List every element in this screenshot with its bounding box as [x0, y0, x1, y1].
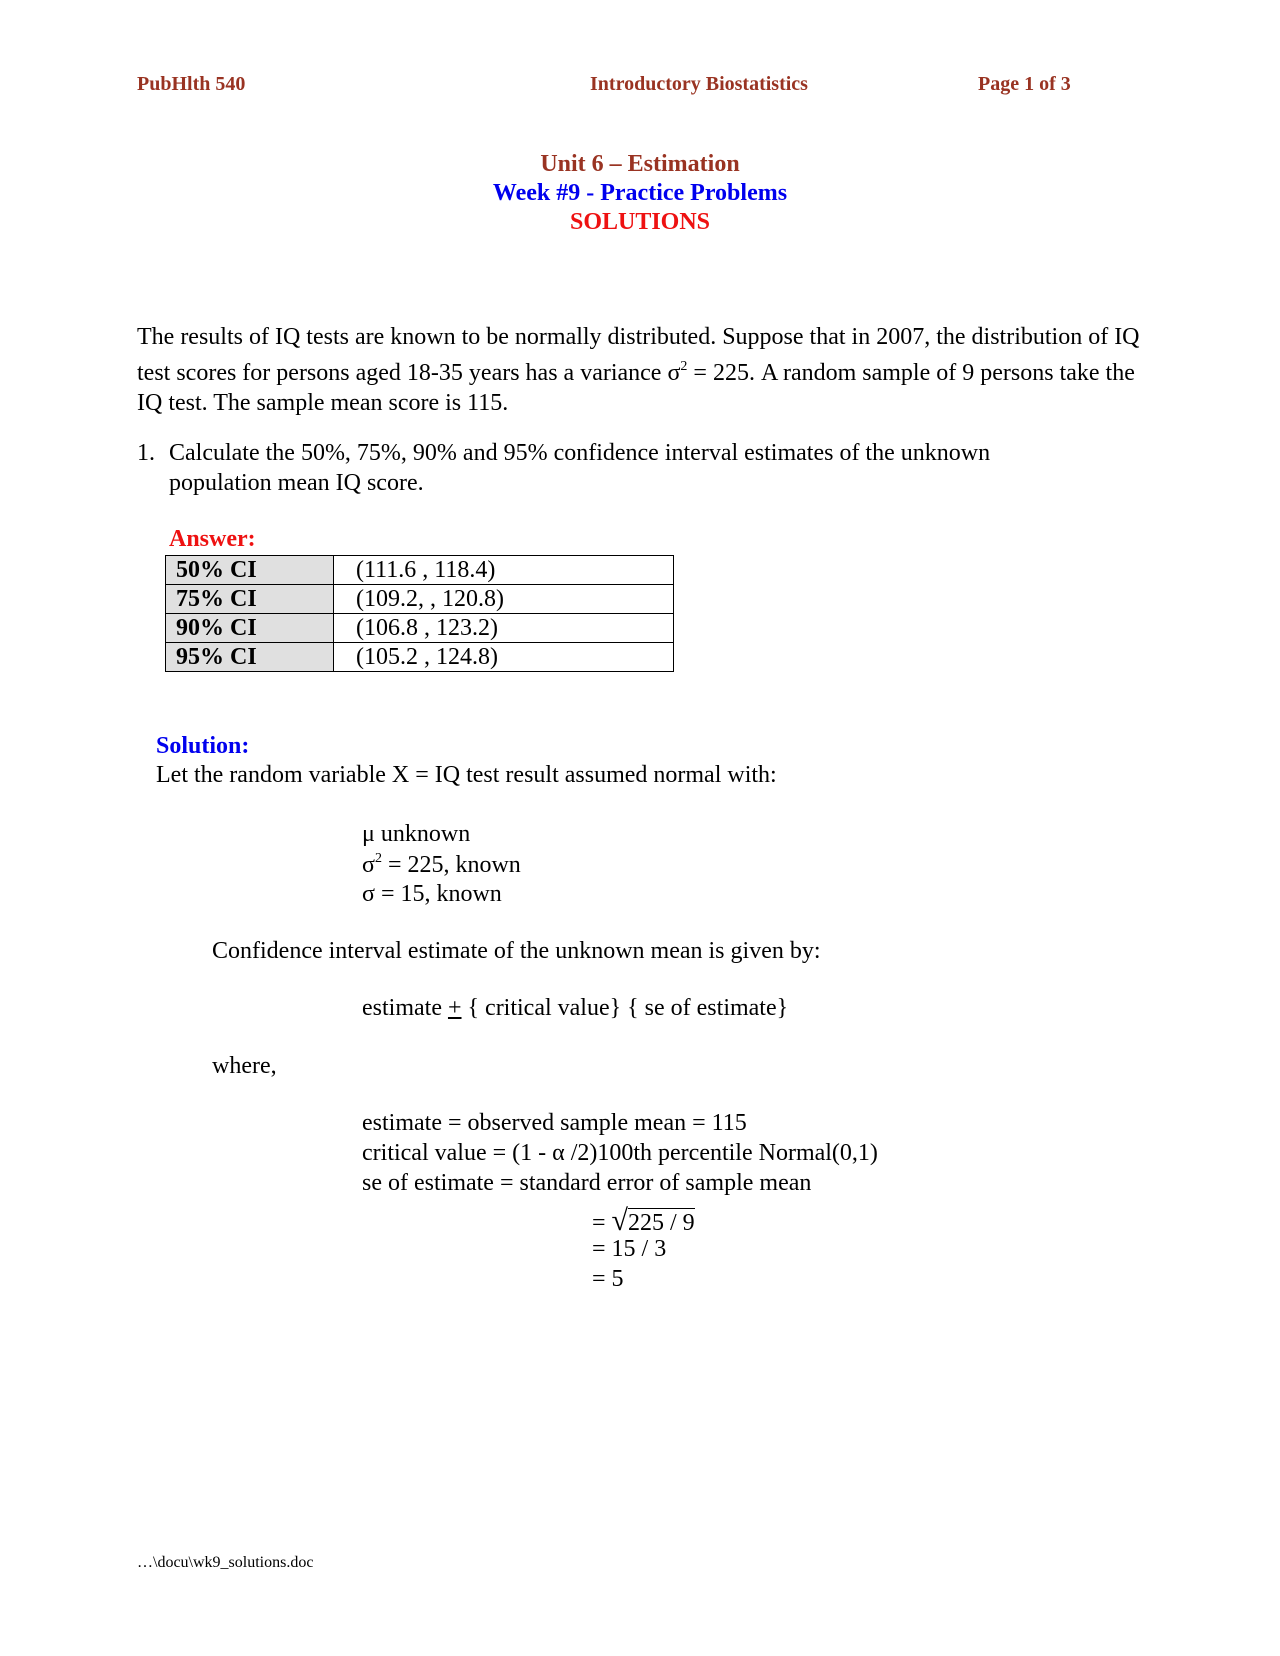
- intro-sup: 2: [680, 359, 688, 374]
- ci-label: 95% CI: [166, 643, 334, 672]
- footer-path: …\docu\wk9_solutions.doc: [137, 1554, 314, 1571]
- solutions-title: SOLUTIONS: [569, 209, 711, 235]
- calc-step-1: [592, 1204, 695, 1238]
- def-se: se of estimate = standard error of sample mean: [362, 1170, 812, 1196]
- ci-formula: [362, 995, 788, 1022]
- page-indicator: Page 1 of 3: [978, 73, 1071, 95]
- intro-paragraph: [137, 322, 1147, 418]
- course-code: PubHlth 540: [137, 73, 246, 95]
- ci-value: (109.2, , 120.8): [334, 585, 674, 614]
- question-number: 1.: [137, 440, 155, 466]
- solution-label: Solution:: [156, 733, 250, 759]
- table-row: [166, 643, 674, 672]
- ci-label: 90% CI: [166, 614, 334, 643]
- intro-part1: The results of IQ tests are known to be normally distributed. Suppose that in 2007, the distribution of IQ test scores for persons aged 18-35 years has a variance σ: [137, 324, 1140, 386]
- where-label: where,: [212, 1053, 277, 1079]
- def-estimate: estimate = observed sample mean = 115: [362, 1110, 747, 1136]
- course-subject: Introductory Biostatistics: [590, 73, 808, 95]
- sigma2-prefix: σ: [362, 852, 375, 878]
- ci-value: (106.8 , 123.2): [334, 614, 674, 643]
- sqrt-radicand: 225 / 9: [628, 1210, 695, 1236]
- ci-value: (105.2 , 124.8): [334, 643, 674, 672]
- intro-part2: = 225. A random sample of 9 persons take the IQ test. The sample mean score is 115.: [137, 360, 1135, 416]
- ci-label: 50% CI: [166, 556, 334, 585]
- table-row: [166, 614, 674, 643]
- ci-value: (111.6 , 118.4): [334, 556, 674, 585]
- param-sigma: σ = 15, known: [362, 881, 502, 907]
- unit-title: Unit 6 – Estimation: [540, 151, 740, 177]
- ci-intro: Confidence interval estimate of the unknown mean is given by:: [212, 938, 821, 964]
- sigma2-rest: = 225, known: [381, 852, 521, 878]
- table-row: [166, 556, 674, 585]
- answer-label: Answer:: [169, 526, 256, 552]
- calc-step-2: = 15 / 3: [592, 1236, 667, 1262]
- question-text: Calculate the 50%, 75%, 90% and 95% confidence interval estimates of the unknown population mean IQ score.: [169, 440, 991, 496]
- ci-label: 75% CI: [166, 585, 334, 614]
- calc-step-3: = 5: [592, 1266, 624, 1292]
- plus-minus-symbol: +: [447, 995, 462, 1021]
- sigma2-sup: 2: [374, 851, 382, 866]
- formula-rest: { critical value} { se of estimate}: [461, 995, 789, 1021]
- week-title: Week #9 - Practice Problems: [492, 180, 788, 206]
- param-sigma-squared: [362, 851, 521, 879]
- param-mu: μ unknown: [362, 821, 471, 847]
- def-critical-value: critical value = (1 - α /2)100th percentile Normal(0,1): [362, 1140, 878, 1166]
- sqrt-icon: √: [611, 1204, 629, 1237]
- ci-table: [165, 555, 674, 672]
- calc-equals: =: [592, 1210, 612, 1236]
- solution-intro: Let the random variable X = IQ test result assumed normal with:: [156, 762, 777, 788]
- formula-estimate: estimate: [362, 995, 448, 1021]
- table-row: [166, 585, 674, 614]
